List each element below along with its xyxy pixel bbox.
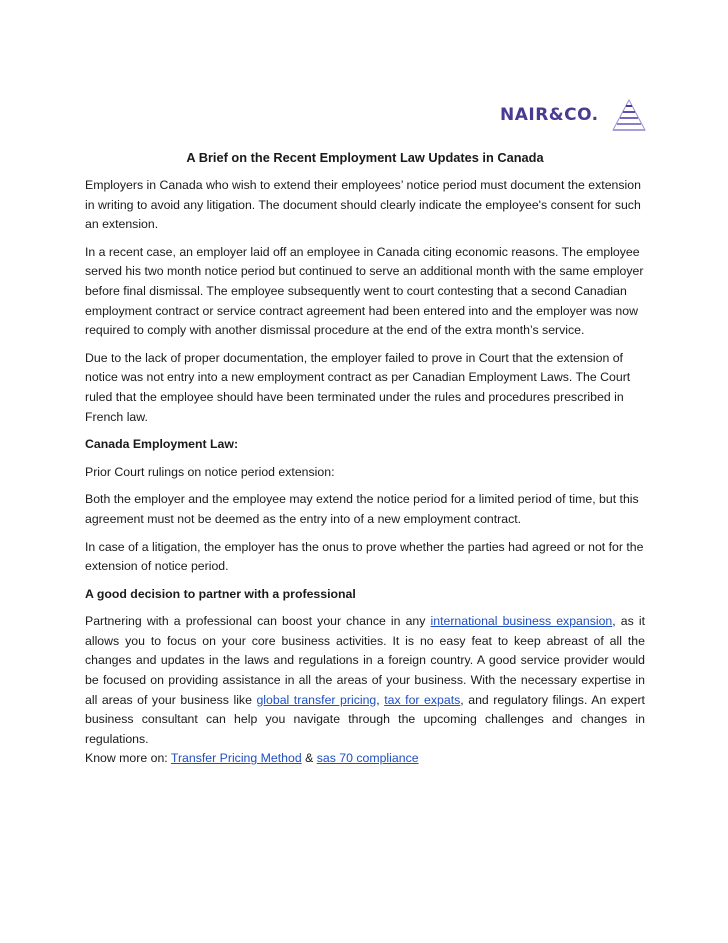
link-global-transfer-pricing[interactable]: global transfer pricing: [256, 692, 377, 707]
paragraph-know-more: [85, 749, 645, 769]
logo-text: NAIR&CO.: [500, 105, 599, 125]
partnering-text-3: ,: [376, 692, 385, 707]
document-title: A Brief on the Recent Employment Law Updates in Canada: [186, 150, 544, 165]
link-international-business-expansion[interactable]: international business expansion: [430, 614, 613, 629]
link-sas-70-compliance[interactable]: sas 70 compliance: [316, 751, 419, 766]
section-heading-partner: A good decision to partner with a professional: [85, 586, 356, 601]
link-transfer-pricing-method[interactable]: Transfer Pricing Method: [170, 751, 302, 766]
partnering-text-2: , as it allows you to focus on your core business activities. It is no easy feat to keep abreast of all the changes and updates in the laws and regulations in a foreign country. A good service provider would be focused on providing assistance in all the areas of your business. With the necessary expertise in all areas of your business like: [85, 614, 645, 707]
know-more-label: Know more on:: [85, 751, 171, 766]
partnering-text-1: Partnering with a professional can boost your chance in any: [85, 614, 431, 629]
paragraph-intro: Employers in Canada who wish to extend their employees’ notice period must document the extension in writing to avoid any litigation. The document should clearly indicate the employee's consent for such an extension.: [85, 178, 641, 232]
paragraph-prior-rulings: Prior Court rulings on notice period extension:: [85, 464, 335, 479]
paragraph-partnering: [85, 612, 645, 749]
partnering-text-4: , and regulatory filings. An expert business consultant can help you navigate through the upcoming challenges and changes in regulations.: [85, 692, 645, 746]
paragraph-case: In a recent case, an employer laid off an employee in Canada citing economic reasons. The employee served his two month notice period but continued to serve an additional month with the same employer before final dismissal. The employee subsequently went to court contesting that a second Canadian employment contract or service contract agreement had been entered into and the employer was now required to comply with another dismissal procedure at the end of the extra month’s service.: [85, 244, 644, 338]
know-more-ampersand: &: [301, 751, 317, 766]
document-body: [85, 150, 645, 777]
link-tax-for-expats[interactable]: tax for expats: [384, 692, 461, 707]
logo-pyramid-icon: [607, 98, 651, 132]
company-logo: [500, 98, 651, 132]
paragraph-ruling: Due to the lack of proper documentation, the employer failed to prove in Court that the extension of notice was not entry into a new employment contract as per Canadian Employment Laws. The Court ruled that the employee should have been terminated under the rules and procedures prescribed in French law.: [85, 350, 631, 424]
paragraph-extension: Both the employer and the employee may extend the notice period for a limited period of time, but this agreement must not be deemed as the entry into of a new employment contract.: [85, 492, 639, 526]
paragraph-litigation: In case of a litigation, the employer has the onus to prove whether the parties had agreed or not for the extension of notice period.: [85, 539, 644, 574]
section-heading-canada-law: Canada Employment Law:: [85, 437, 239, 452]
